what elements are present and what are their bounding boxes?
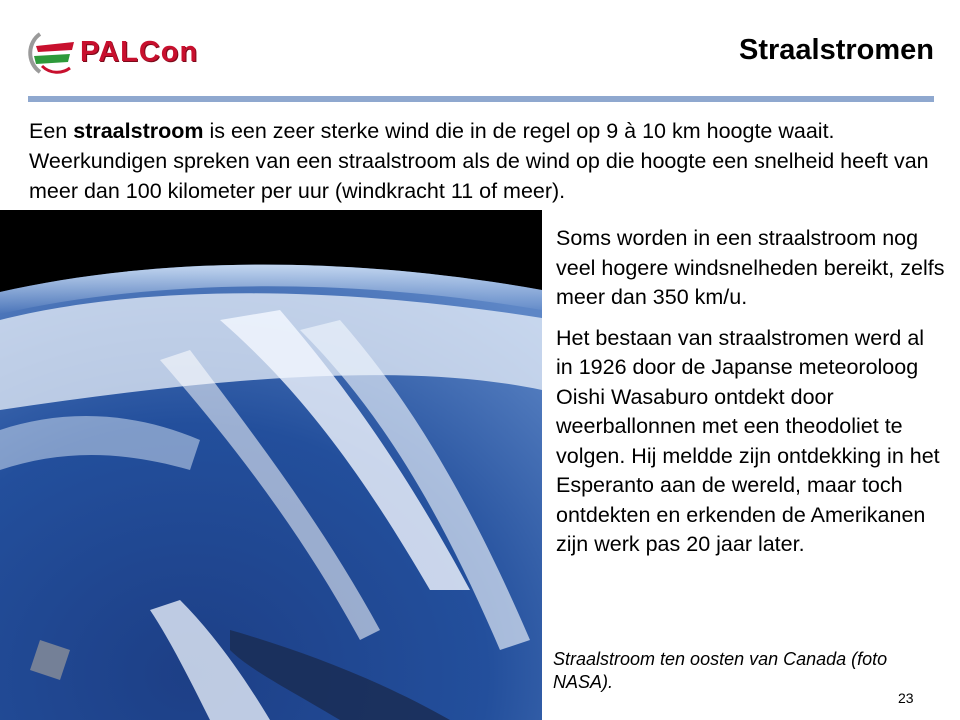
- earth-photo: [0, 210, 542, 720]
- palcon-logo: [26, 28, 216, 78]
- paragraph-wind-speeds: Soms worden in een straalstroom nog veel hogere windsnelheden bereikt, zelfs meer dan 350 km/u.: [556, 226, 945, 309]
- page-number: 23: [898, 690, 914, 706]
- intro-text-start: Een: [29, 119, 74, 143]
- slide-title: Straalstromen: [738, 34, 934, 66]
- intro-text-rest: is een zeer sterke wind die in de regel op 9 à 10 km hoogte waait. Weerkundigen spreken van een straalstroom als de wind op die hoogte een snelheid heeft van meer dan 100 kilometer per uur (windkracht 11 of meer).: [29, 119, 929, 203]
- paragraph-history: Het bestaan van straalstromen werd al in 1926 door de Japanse meteoroloog Oishi Wasaburo ontdekt door weerballonnen met een theodoliet te volgen. Hij meldde zijn ontdekking in het Esperanto aan de wereld, maar toch ontdekten en erkenden de Amerikanen zijn werk pas 20 jaar later.: [556, 325, 940, 556]
- intro-keyword: straalstroom: [73, 119, 204, 143]
- intro-paragraph: [29, 116, 939, 206]
- body-column: [556, 224, 946, 571]
- logo-swirl-icon: [26, 28, 86, 78]
- title-divider: [28, 96, 934, 102]
- photo-caption: Straalstroom ten oosten van Canada (foto NASA).: [553, 649, 888, 692]
- logo-text: PALCon: [80, 36, 199, 68]
